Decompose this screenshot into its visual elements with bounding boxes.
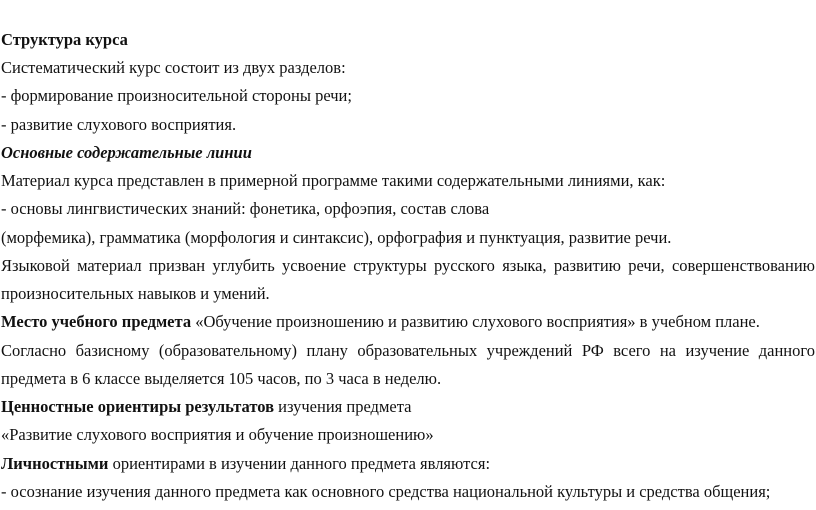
list-item-auditory-perception: - развитие слухового восприятия.	[1, 115, 237, 134]
heading-course-structure: Структура курса	[1, 30, 128, 49]
paragraph-course-intro: Систематический курс состоит из двух разделов:	[1, 58, 346, 77]
paragraph-language-material: Языковой материал призван углубить усвоение структуры русского языка, развитию речи, совершенствованию	[1, 256, 815, 275]
list-item-awareness: - осознание изучения данного предмета как основного средства национальной культуры и средства общения;	[1, 482, 771, 501]
paragraph-value-guidelines	[1, 397, 411, 417]
paragraph-course-name: «Развитие слухового восприятия и обучение произношению»	[1, 425, 434, 444]
subject-place-text: «Обучение произношению и развитию слухового восприятия» в учебном плане.	[191, 312, 760, 331]
list-item-linguistic-knowledge: - основы лингвистических знаний: фонетика, орфоэпия, состав слова	[1, 199, 490, 218]
paragraph-hours: предмета в 6 классе выделяется 105 часов, по 3 часа в неделю.	[1, 369, 442, 388]
heading-content-lines: Основные содержательные линии	[1, 143, 252, 162]
list-item-pronunciation: - формирование произносительной стороны речи;	[1, 86, 352, 105]
subject-place-label: Место учебного предмета	[1, 312, 192, 331]
paragraph-language-material-end: произносительных навыков и умений.	[1, 284, 270, 303]
paragraph-morphemics: (морфемика), грамматика (морфология и синтаксис), орфография и пунктуация, развитие речи.	[1, 228, 672, 247]
paragraph-personal-guidelines	[1, 454, 490, 474]
personal-guidelines-label: Личностными	[1, 454, 109, 473]
paragraph-course-material: Материал курса представлен в примерной программе такими содержательными линиями, как:	[1, 171, 666, 190]
value-guidelines-text: изучения предмета	[274, 397, 412, 416]
personal-guidelines-text: ориентирами в изучении данного предмета являются:	[108, 454, 491, 473]
paragraph-basic-plan: Согласно базисному (образовательному) плану образовательных учреждений РФ всего на изучение данного	[1, 341, 815, 360]
value-guidelines-label: Ценностные ориентиры результатов	[1, 397, 274, 416]
paragraph-subject-place	[1, 312, 760, 332]
